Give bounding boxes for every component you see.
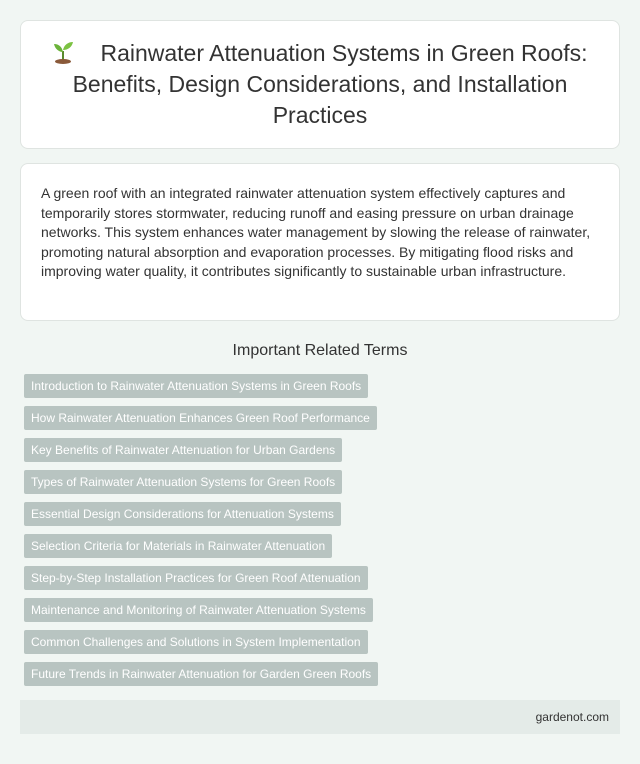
related-term-link[interactable]: Step-by-Step Installation Practices for Green Roof Attenuation	[24, 566, 368, 590]
related-terms-heading: Important Related Terms	[232, 342, 408, 359]
description-text: A green roof with an integrated rainwater attenuation system effectively captures and temporarily stores stormwater, reducing runoff and easing pressure on urban drainage networks. This system enhances water management by slowing the release of rainwater, promoting natural absorption and evaporation processes. By mitigating flood risks and improving water quality, it contributes significantly to sustainable urban infrastructure.	[41, 185, 591, 279]
related-term-link[interactable]: Maintenance and Monitoring of Rainwater Attenuation Systems	[24, 598, 373, 622]
related-term-link[interactable]: Types of Rainwater Attenuation Systems for Green Roofs	[24, 470, 342, 494]
related-term-link[interactable]: Selection Criteria for Materials in Rainwater Attenuation	[24, 534, 332, 558]
title-card	[20, 20, 620, 149]
page-title-text: Rainwater Attenuation Systems in Green Roofs: Benefits, Design Considerations, and Installation Practices	[72, 40, 588, 128]
related-terms-list	[24, 374, 616, 694]
related-term-link[interactable]: Future Trends in Rainwater Attenuation for Garden Green Roofs	[24, 662, 378, 686]
description-card	[20, 163, 620, 321]
related-term-link[interactable]: Introduction to Rainwater Attenuation Systems in Green Roofs	[24, 374, 368, 398]
related-term-link[interactable]: Key Benefits of Rainwater Attenuation for Urban Gardens	[24, 438, 342, 462]
related-term-link[interactable]: Common Challenges and Solutions in System Implementation	[24, 630, 368, 654]
related-term-link[interactable]: Essential Design Considerations for Attenuation Systems	[24, 502, 341, 526]
footer-site[interactable]: gardenot.com	[535, 710, 609, 724]
footer	[20, 700, 620, 734]
sprout-icon	[52, 40, 74, 64]
page-title	[51, 38, 589, 131]
related-term-link[interactable]: How Rainwater Attenuation Enhances Green Roof Performance	[24, 406, 377, 430]
